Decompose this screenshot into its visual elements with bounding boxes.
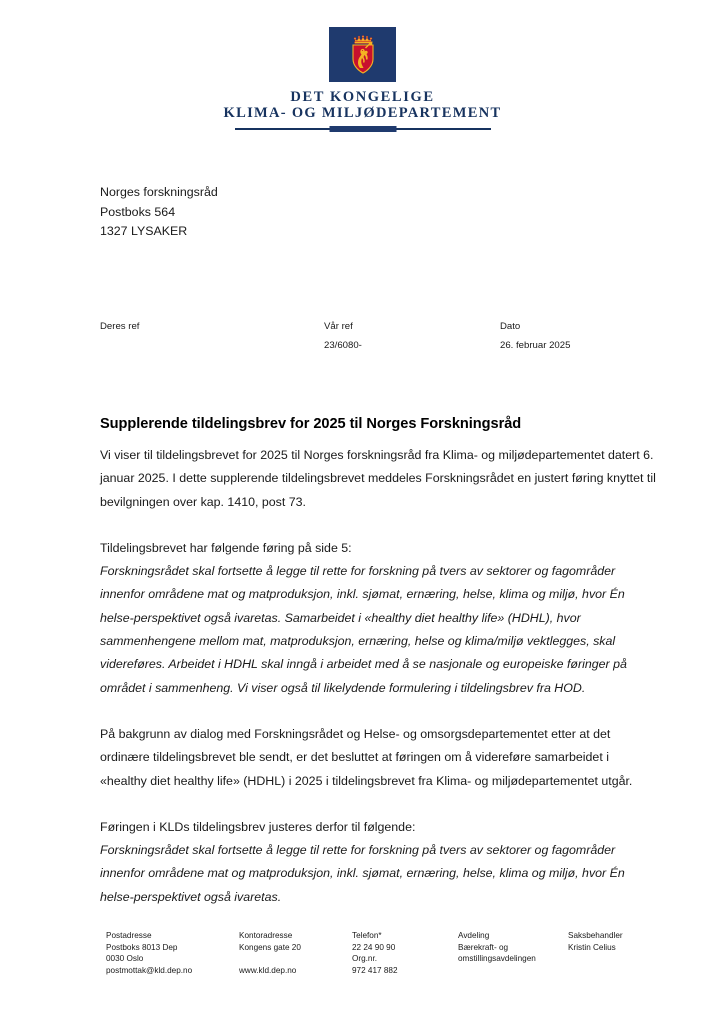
footer-kontoradresse-label: Kontoradresse — [239, 931, 293, 940]
reference-block — [100, 318, 645, 355]
var-ref-label: Vår ref — [324, 321, 353, 332]
footer-col-telephone — [352, 930, 458, 976]
footer-kontoradresse-line3 — [239, 953, 352, 965]
wordmark-line-1: DET KONGELIGE — [290, 89, 435, 105]
wordmark-line-2: KLIMA- OG MILJØDEPARTEMENT — [223, 105, 502, 122]
reference-value-row — [100, 337, 645, 356]
footer-col-office-address — [239, 930, 352, 976]
footer-avdeling-label: Avdeling — [458, 931, 490, 940]
dato-value: 26. februar 2025 — [500, 339, 571, 351]
page-footer — [106, 930, 646, 976]
recipient-city: 1327 LYSAKER — [100, 224, 188, 238]
footer-col-postal-address — [106, 930, 239, 976]
paragraph-4-quote: Forskningsrådet skal fortsette å legge til rette for forskning på tvers av sektorer og fagområder innenfor områdene mat og matproduksjon, inkl. sjømat, ernæring, helse, klima og miljø, hvor Én helse-perspektivet også ivaretas. — [100, 843, 625, 904]
footer-telefon-number: 22 24 90 90 — [352, 942, 396, 952]
letterhead-rule — [235, 126, 491, 133]
coat-of-arms-banner — [329, 27, 396, 82]
letter-body — [100, 444, 656, 932]
reference-header-row — [100, 318, 645, 337]
letterhead — [0, 0, 725, 133]
dato-label: Dato — [500, 321, 521, 332]
paragraph-3: På bakgrunn av dialog med Forskningsrådet og Helse- og omsorgsdepartementet etter at det ordinære tildelingsbrevet ble sendt, er det besluttet at føringen om å videreføre samarbeidet i «healthy diet healthy life» (HDHL) i 2025 i tildelingsbrevet fra Klima- og miljødepartementet utgår. — [100, 726, 633, 788]
rule-thick-block — [329, 126, 396, 132]
var-ref-value: 23/6080- — [324, 339, 362, 351]
footer-avdeling-line3: omstillingsavdelingen — [458, 954, 536, 964]
page-title: Supplerende tildelingsbrev for 2025 til Norges Forskningsråd — [100, 416, 522, 432]
footer-kontoradresse-line2: Kongens gate 20 — [239, 942, 301, 952]
footer-orgnr-value: 972 417 882 — [352, 965, 398, 975]
footer-postadresse-line3: 0030 Oslo — [106, 954, 144, 964]
footer-email[interactable]: postmottak@kld.dep.no — [106, 965, 193, 975]
norwegian-coat-of-arms-icon — [348, 35, 378, 75]
footer-col-case-officer — [568, 930, 646, 976]
ministry-wordmark — [224, 89, 502, 121]
footer-postadresse-label: Postadresse — [106, 931, 152, 940]
footer-avdeling-line2: Bærekraft- og — [458, 942, 509, 952]
footer-saksbehandler-label: Saksbehandler — [568, 931, 623, 940]
footer-telefon-label: Telefon* — [352, 931, 382, 940]
paragraph-2-lead: Tildelingsbrevet har følgende føring på side 5: — [100, 540, 352, 555]
footer-saksbehandler-name: Kristin Celius — [568, 942, 616, 952]
deres-ref-value — [100, 337, 324, 356]
footer-col-department — [458, 930, 568, 976]
paragraph-2-quote: Forskningsrådet skal fortsette å legge til rette for forskning på tvers av sektorer og fagområder innenfor områdene mat og matproduksjon, inkl. sjømat, ernæring, helse, klima og miljø, hvor Én helse-perspektivet også ivaretas. Samarbeidet i «healthy diet healthy life» (HDHL), hvor sammenhengene mellom mat, matproduksjon, ernæring, helse og klima/miljø vektlegges, skal videreføres. Arbeidet i HDHL skal inngå i arbeidet med å se nasjonale og europeiske føringer på området i sammenheng. Vi viser også til likelydende formulering i tildelingsbrev fra HOD. — [100, 564, 627, 695]
recipient-address-block — [100, 183, 218, 242]
footer-website[interactable]: www.kld.dep.no — [239, 965, 297, 975]
footer-postadresse-line2: Postboks 8013 Dep — [106, 942, 178, 952]
footer-orgnr-label: Org.nr. — [352, 954, 378, 964]
paragraph-4-lead: Føringen i KLDs tildelingsbrev justeres derfor til følgende: — [100, 819, 416, 834]
recipient-po-box: Postboks 564 — [100, 204, 176, 219]
deres-ref-label: Deres ref — [100, 321, 140, 332]
paragraph-1: Vi viser til tildelingsbrevet for 2025 til Norges forskningsråd fra Klima- og miljødepartementet datert 6. januar 2025. I dette supplerende tildelingsbrevet meddeles Forskningsrådet en justert føring knyttet til bevilgningen over kap. 1410, post 73. — [100, 448, 656, 509]
recipient-name: Norges forskningsråd — [100, 185, 218, 199]
